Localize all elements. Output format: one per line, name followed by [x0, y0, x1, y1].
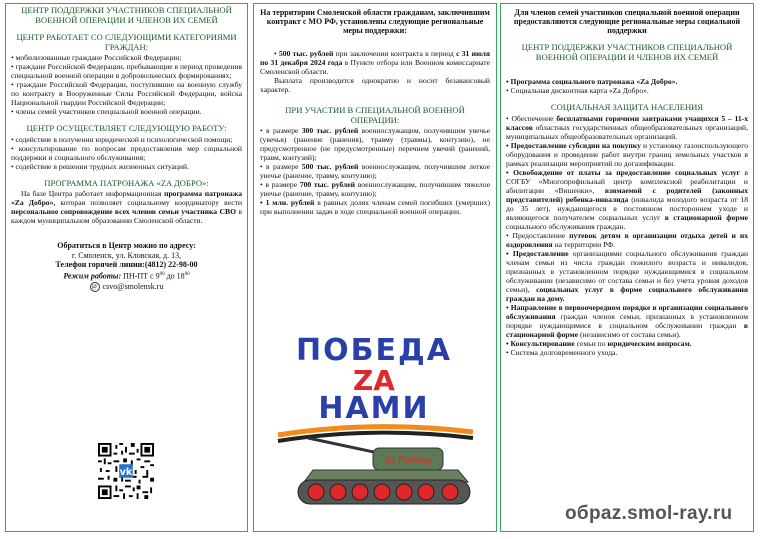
- list-item: • Предоставление путевок детям в организации отдыха детей и их оздоровления на территории РФ.: [506, 230, 748, 249]
- list-item: • консультирование по вопросам предоставления мер социальной поддержки и социального обслуживания;: [11, 143, 242, 162]
- work-list: [11, 135, 242, 171]
- work-heading: ЦЕНТР ОСУЩЕСТВЛЯЕТ СЛЕДУЮЩУЮ РАБОТУ:: [26, 123, 227, 133]
- list-item: • Предоставление организациями социального обслуживания граждан членам семьи из числа граждан пожилого возраста и инвалидов, признанных в установленном порядке нуждающимися в социальном обслуживании (независимо от состава семьи и без учета уровня доходов семьи), социальных услуг в форме социального обслуживания граждан на дому.: [506, 248, 749, 303]
- list-item: • члены семей участников специальной военной операции.: [11, 107, 202, 116]
- list-item: • граждане Российской Федерации, поступившие на военную службу по контракту в Вооруженные Силы Российской Федерации, войска Национальной гвардии Российской Федерации;: [11, 80, 242, 107]
- address-heading: Обратиться в Центр можно по адресу:: [57, 241, 196, 250]
- victory-poster: [268, 320, 480, 520]
- email-icon: @: [90, 282, 100, 292]
- email-link[interactable]: csvo@smolensk.ru: [102, 281, 164, 291]
- list-item: • Система долговременного ухода.: [506, 347, 618, 357]
- social-list: [506, 114, 748, 357]
- list-item: • Освобождение от платы за предоставление социальных услуг в СОГБУ «Многопрофильный центр комплексной реабилитации и абилитации «Вишенки», взимаемой с родителей (законных представителей) ребенка-инвалида (инвалида молодого возраста от 18 до 35 лет), нуждающегося в постоянном постороннем уходе и являющегося получателем социальных услуг в стационарной форме социального обслуживания граждан.: [506, 167, 749, 231]
- list-item: • содействие в решении трудных жизненных ситуаций.: [11, 161, 190, 171]
- list-item: • в размере 700 тыс. рублей военнослужащим, получившим тяжелое увечье (ранение, травму, контузию);: [260, 180, 490, 198]
- center-list: [506, 77, 748, 95]
- middle-intro: На территории Смоленской области гражданам, заключившим контракт с МО РФ, установлены следующие региональные меры поддержки:: [260, 8, 490, 35]
- list-item: • граждане Российской Федерации, пребывающие в период проведения специальной военной операции в добровольческих формированиях;: [11, 62, 242, 80]
- poster-title-line3: НАМИ: [318, 391, 430, 426]
- list-item: • Предоставление субсидии на покупку и установку газоиспользующего оборудования и проведение работ внутри границ земельных участков в рамках реализации мероприятий по догазификации.: [506, 140, 749, 168]
- work-hours: Режим работы: ПН-ПТ с $9^{00}$ до $18^{00}$: [63, 271, 190, 281]
- hotline: Телефон горячей линии:(4812) 22-98-00: [55, 260, 198, 269]
- list-item: • 1 млн. рублей в равных долях членам семей погибших (умерших) при выполнении задач в ходе специальной военной операции.: [260, 198, 490, 216]
- payout-note: Выплата производится однократно и носит безавансовый характер.: [260, 76, 490, 94]
- social-heading: СОЦИАЛЬНАЯ ЗАЩИТА НАСЕЛЕНИЯ: [550, 102, 704, 112]
- right-panel: [500, 3, 754, 532]
- list-item: • содействие в получении юридической и психологической помощи;: [11, 134, 233, 144]
- categories-heading: ЦЕНТР РАБОТАЕТ СО СЛЕДУЮЩИМИ КАТЕГОРИЯМИ ГРАЖДАН:: [16, 32, 237, 52]
- contract-payment: • 500 тыс. рублей при заключении контракта в период с 31 июля по 31 декабря 2024 года в Пункте отбора или Военном комиссариате Смоленской области.: [260, 49, 491, 76]
- list-item: • Социальная дисконтная карта «Za Добро».: [506, 86, 649, 95]
- qr-code: [98, 443, 154, 499]
- tank-inscription: За Родину: [384, 456, 432, 466]
- participation-heading: ПРИ УЧАСТИИ В СПЕЦИАЛЬНОЙ ВОЕННОЙ ОПЕРАЦИИ:: [285, 105, 465, 125]
- list-item: • мобилизованные граждане Российской Федерации;: [11, 53, 182, 62]
- panel-header: ЦЕНТР ПОДДЕРЖКИ УЧАСТНИКОВ СПЕЦИАЛЬНОЙ ВОЕННОЙ ОПЕРАЦИИ И ЧЛЕНОВ ИХ СЕМЕЙ: [21, 5, 232, 25]
- poster-title-line2: ZA: [353, 364, 395, 397]
- list-item: • Консультирование семьи по юридическим вопросам.: [506, 338, 692, 348]
- list-item: • в размере 500 тыс. рублей военнослужащим, получившим легкое увечье (ранение, травму, контузию);: [260, 162, 490, 180]
- address: г. Смоленск, ул. Кловская, д. 13,: [71, 250, 182, 260]
- poster-title-line1: ПОБЕДА: [296, 333, 452, 368]
- list-item: • Направление в первоочередном порядке в организации социального обслуживания граждан членов семьи, признанных в установленном порядке нуждающимися в социальном обслуживании граждан в стационарной форме (независимо от состава семьи).: [506, 302, 748, 339]
- list-item: • Обеспечение бесплатными горячими завтраками учащихся 5 – 11-х классов областных государственных общеобразовательных организаций, муниципальных общеобразовательных организаций.: [506, 113, 748, 141]
- right-intro: Для членов семей участников специальной военной операции предоставляются следующие региональные меры социальной поддержки: [513, 8, 741, 35]
- list-item: • Программа социального патронажа «Za Добро».: [506, 77, 678, 86]
- payments-list: [260, 126, 490, 216]
- categories-list: [11, 53, 242, 116]
- svg-text:vk: vk: [119, 466, 133, 478]
- email-row[interactable]: [11, 282, 242, 292]
- watermark: обраz.smol-ray.ru: [565, 503, 733, 524]
- list-item: • в размере 300 тыс. рублей военнослужащим, получившим увечье (увечья) (ранение (ранения), травму (травмы), контузию), не предусмотренное (не предусмотренные) перечнем увечий (ранений, травм, контузий);: [260, 126, 490, 162]
- patronage-heading: ПРОГРАММА ПАТРОНАЖА «ZA ДОБРО»:: [44, 177, 209, 188]
- patronage-text: На базе Центра работает информационная программа патронажа «Za Добро», которая позволяет социальному координатору вести персональное сопровождение всех членов семьи участника СВО в каждом муниципальном образовании Смоленской области.: [11, 189, 243, 225]
- center-heading: ЦЕНТР ПОДДЕРЖКИ УЧАСТНИКОВ СПЕЦИАЛЬНОЙ ВОЕННОЙ ОПЕРАЦИИ И ЧЛЕНОВ ИХ СЕМЕЙ: [521, 42, 733, 62]
